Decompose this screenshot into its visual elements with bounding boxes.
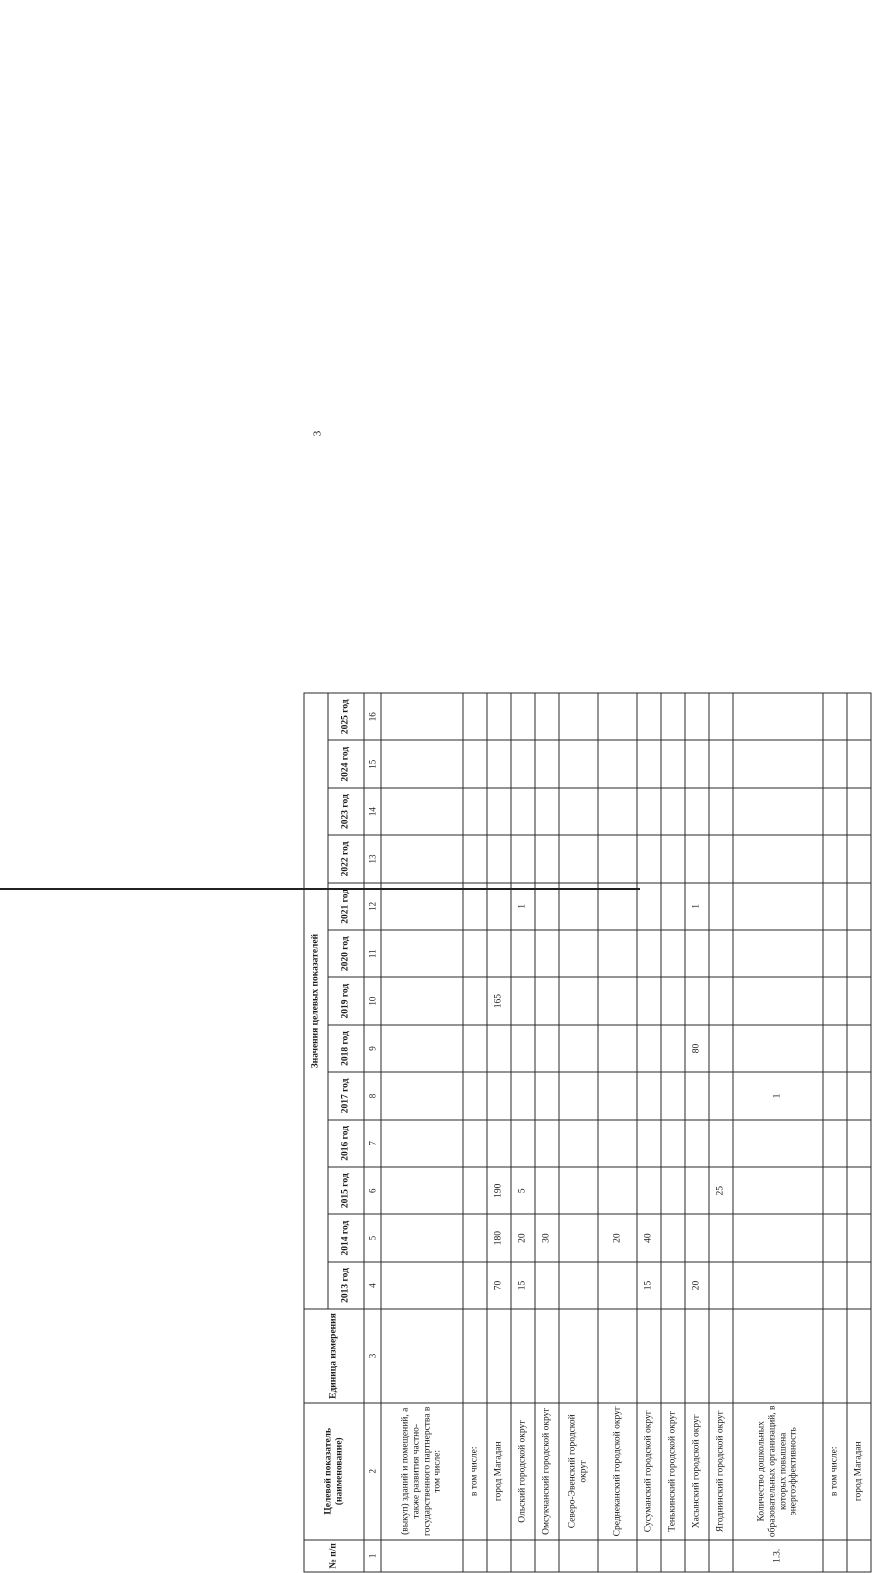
value-cell xyxy=(463,1120,487,1167)
value-cell xyxy=(381,1072,463,1119)
value-cell xyxy=(637,1025,661,1072)
value-cell xyxy=(847,741,871,788)
row-number-cell xyxy=(381,1540,463,1572)
unit-cell xyxy=(598,1309,637,1403)
value-cell xyxy=(709,1262,733,1309)
unit-cell xyxy=(733,1309,823,1403)
value-cell: 20 xyxy=(511,1214,535,1261)
column-number: 4 xyxy=(364,1262,381,1309)
value-cell xyxy=(733,741,823,788)
value-cell xyxy=(823,741,847,788)
unit-cell xyxy=(709,1309,733,1403)
indicator-name-cell: Количество дошкольных образовательных организаций, в которых повышена энергоэффективность xyxy=(733,1403,823,1540)
value-cell xyxy=(637,741,661,788)
indicator-name-cell: в том числе: xyxy=(463,1403,487,1540)
indicator-name-cell: Среднеканский городской округ xyxy=(598,1403,637,1540)
value-cell xyxy=(598,693,637,741)
value-cell xyxy=(823,977,847,1024)
value-cell xyxy=(709,741,733,788)
value-cell xyxy=(511,930,535,977)
value-cell xyxy=(559,1167,598,1214)
value-cell xyxy=(685,1072,709,1119)
value-cell xyxy=(463,741,487,788)
value-cell xyxy=(381,835,463,882)
year-header: 2017 год xyxy=(328,1072,364,1119)
value-cell xyxy=(559,1120,598,1167)
table-row xyxy=(598,693,637,1572)
value-cell xyxy=(511,1025,535,1072)
value-cell xyxy=(733,788,823,835)
value-cell xyxy=(381,1025,463,1072)
value-cell xyxy=(637,977,661,1024)
value-cell xyxy=(661,1214,685,1261)
indicator-name-cell: Тенькинский городской округ xyxy=(661,1403,685,1540)
page-number: 3 xyxy=(311,430,324,437)
value-cell xyxy=(511,741,535,788)
value-cell xyxy=(685,977,709,1024)
column-number: 9 xyxy=(364,1025,381,1072)
value-cell: 165 xyxy=(487,977,511,1024)
value-cell xyxy=(733,835,823,882)
table-row xyxy=(637,693,661,1572)
value-cell xyxy=(559,693,598,741)
value-cell xyxy=(598,1120,637,1167)
row-number-cell xyxy=(463,1540,487,1572)
value-cell xyxy=(685,741,709,788)
value-cell: 1 xyxy=(733,1072,823,1119)
unit-cell xyxy=(511,1309,535,1403)
value-cell xyxy=(661,977,685,1024)
year-header: 2020 год xyxy=(328,930,364,977)
value-cell xyxy=(709,1072,733,1119)
value-cell xyxy=(733,1167,823,1214)
value-cell xyxy=(381,977,463,1024)
value-cell xyxy=(823,835,847,882)
unit-cell xyxy=(381,1309,463,1403)
value-cell xyxy=(559,788,598,835)
value-cell xyxy=(661,693,685,741)
value-cell xyxy=(661,788,685,835)
value-cell xyxy=(598,1072,637,1119)
column-number: 8 xyxy=(364,1072,381,1119)
value-cell xyxy=(733,1262,823,1309)
value-cell: 190 xyxy=(487,1167,511,1214)
value-cell xyxy=(823,930,847,977)
value-cell xyxy=(535,1025,559,1072)
column-number: 13 xyxy=(364,835,381,882)
row-number-cell xyxy=(847,1540,871,1572)
table-row xyxy=(381,693,463,1572)
value-cell xyxy=(487,835,511,882)
value-cell xyxy=(847,1072,871,1119)
value-cell xyxy=(463,1214,487,1261)
value-cell xyxy=(487,788,511,835)
value-cell xyxy=(847,977,871,1024)
value-cell xyxy=(381,741,463,788)
year-header: 2014 год xyxy=(328,1214,364,1261)
value-cell xyxy=(511,1072,535,1119)
column-numbering-row xyxy=(364,693,381,1572)
value-cell xyxy=(709,1120,733,1167)
value-cell xyxy=(823,1262,847,1309)
unit-cell xyxy=(685,1309,709,1403)
column-number: 14 xyxy=(364,788,381,835)
value-cell xyxy=(559,741,598,788)
value-cell xyxy=(637,835,661,882)
value-cell xyxy=(381,1120,463,1167)
value-cell xyxy=(598,930,637,977)
value-cell xyxy=(661,835,685,882)
value-cell xyxy=(598,977,637,1024)
value-cell xyxy=(847,1120,871,1167)
indicator-name-cell: город Магадан xyxy=(487,1403,511,1540)
table-row xyxy=(463,693,487,1572)
value-cell: 40 xyxy=(637,1214,661,1261)
unit-cell xyxy=(535,1309,559,1403)
value-cell xyxy=(685,835,709,882)
value-cell: 30 xyxy=(535,1214,559,1261)
value-cell xyxy=(823,693,847,741)
value-cell xyxy=(823,1072,847,1119)
value-cell xyxy=(661,1025,685,1072)
value-cell: 70 xyxy=(487,1262,511,1309)
year-header: 2013 год xyxy=(328,1262,364,1309)
value-cell xyxy=(511,1120,535,1167)
indicator-name-cell: Ольский городской округ xyxy=(511,1403,535,1540)
value-cell xyxy=(487,693,511,741)
value-cell xyxy=(661,1262,685,1309)
value-cell xyxy=(637,883,661,930)
value-cell xyxy=(535,930,559,977)
table-body xyxy=(381,693,871,1572)
value-cell xyxy=(733,883,823,930)
value-cell xyxy=(823,1025,847,1072)
value-cell xyxy=(535,1120,559,1167)
value-cell: 80 xyxy=(685,1025,709,1072)
value-cell xyxy=(487,930,511,977)
value-cell xyxy=(535,788,559,835)
unit-cell xyxy=(847,1309,871,1403)
year-header: 2021 год xyxy=(328,883,364,930)
indicator-name-cell: Сусуманский городской округ xyxy=(637,1403,661,1540)
year-header: 2016 год xyxy=(328,1120,364,1167)
value-cell xyxy=(511,977,535,1024)
value-cell xyxy=(381,693,463,741)
value-cell xyxy=(847,1262,871,1309)
value-cell xyxy=(381,1214,463,1261)
value-cell xyxy=(661,1072,685,1119)
indicator-name-cell: Хасынский городской округ xyxy=(685,1403,709,1540)
value-cell xyxy=(733,1214,823,1261)
column-number: 5 xyxy=(364,1214,381,1261)
value-cell xyxy=(709,835,733,882)
value-cell xyxy=(637,930,661,977)
column-number: 16 xyxy=(364,693,381,741)
value-cell: 25 xyxy=(709,1167,733,1214)
value-cell xyxy=(381,930,463,977)
value-cell xyxy=(823,1214,847,1261)
value-cell xyxy=(559,1072,598,1119)
value-cell xyxy=(598,835,637,882)
value-cell: 20 xyxy=(598,1214,637,1261)
value-cell xyxy=(685,693,709,741)
table-row xyxy=(487,693,511,1572)
value-cell xyxy=(823,788,847,835)
header-num: № п/п xyxy=(304,1540,364,1572)
value-cell xyxy=(637,693,661,741)
row-number-cell xyxy=(637,1540,661,1572)
value-cell xyxy=(598,1025,637,1072)
row-number-cell xyxy=(487,1540,511,1572)
value-cell xyxy=(598,1262,637,1309)
value-cell xyxy=(598,1167,637,1214)
value-cell xyxy=(381,1262,463,1309)
value-cell xyxy=(463,1025,487,1072)
value-cell xyxy=(685,1167,709,1214)
value-cell: 5 xyxy=(511,1167,535,1214)
value-cell xyxy=(535,741,559,788)
value-cell xyxy=(559,1262,598,1309)
value-cell xyxy=(463,1072,487,1119)
value-cell xyxy=(661,741,685,788)
value-cell xyxy=(559,930,598,977)
column-number: 6 xyxy=(364,1167,381,1214)
value-cell xyxy=(637,788,661,835)
column-number: 15 xyxy=(364,741,381,788)
row-number-cell xyxy=(559,1540,598,1572)
value-cell xyxy=(709,1025,733,1072)
row-number-cell xyxy=(535,1540,559,1572)
value-cell xyxy=(847,788,871,835)
value-cell xyxy=(709,693,733,741)
header-values-group: Значения целевых показателей xyxy=(304,693,328,1309)
value-cell xyxy=(463,977,487,1024)
value-cell xyxy=(511,693,535,741)
value-cell xyxy=(733,1025,823,1072)
value-cell xyxy=(685,1120,709,1167)
value-cell xyxy=(559,835,598,882)
row-number-cell xyxy=(511,1540,535,1572)
value-cell xyxy=(535,977,559,1024)
row-number-cell: 1.3. xyxy=(733,1540,823,1572)
indicator-name-cell: Омсукчанский городской округ xyxy=(535,1403,559,1540)
column-number: 2 xyxy=(364,1403,381,1540)
unit-cell xyxy=(487,1309,511,1403)
value-cell xyxy=(487,1120,511,1167)
unit-cell xyxy=(823,1309,847,1403)
value-cell xyxy=(381,788,463,835)
unit-cell xyxy=(463,1309,487,1403)
year-header: 2025 год xyxy=(328,693,364,741)
value-cell xyxy=(847,693,871,741)
value-cell xyxy=(733,930,823,977)
value-cell xyxy=(709,977,733,1024)
unit-cell xyxy=(661,1309,685,1403)
table-row xyxy=(685,693,709,1572)
column-number: 7 xyxy=(364,1120,381,1167)
value-cell xyxy=(559,977,598,1024)
row-number-cell xyxy=(709,1540,733,1572)
value-cell xyxy=(709,883,733,930)
value-cell xyxy=(847,1214,871,1261)
value-cell xyxy=(847,883,871,930)
indicator-name-cell: (выкуп) зданий и помещений, а также развития частно-государственного партнерства в том числе: xyxy=(381,1403,463,1540)
value-cell xyxy=(535,835,559,882)
value-cell xyxy=(847,1025,871,1072)
value-cell xyxy=(559,1214,598,1261)
table-row xyxy=(823,693,847,1572)
value-cell: 180 xyxy=(487,1214,511,1261)
value-cell xyxy=(598,788,637,835)
value-cell xyxy=(709,1214,733,1261)
column-number: 10 xyxy=(364,977,381,1024)
value-cell xyxy=(661,930,685,977)
value-cell: 1 xyxy=(685,883,709,930)
value-cell xyxy=(535,693,559,741)
value-cell xyxy=(381,1167,463,1214)
indicator-name-cell: в том числе: xyxy=(823,1403,847,1540)
unit-cell xyxy=(559,1309,598,1403)
rotated-table-wrapper xyxy=(304,693,864,1573)
table-row xyxy=(559,693,598,1572)
unit-cell xyxy=(637,1309,661,1403)
value-cell xyxy=(709,788,733,835)
footer-rule xyxy=(0,888,640,890)
indicator-name-cell: город Магадан xyxy=(847,1403,871,1540)
year-header: 2015 год xyxy=(328,1167,364,1214)
column-number: 3 xyxy=(364,1309,381,1403)
value-cell: 15 xyxy=(637,1262,661,1309)
value-cell xyxy=(637,1167,661,1214)
table-row xyxy=(511,693,535,1572)
value-cell xyxy=(661,883,685,930)
value-cell xyxy=(847,930,871,977)
value-cell xyxy=(733,1120,823,1167)
column-number: 12 xyxy=(364,883,381,930)
value-cell xyxy=(463,1167,487,1214)
year-header: 2019 год xyxy=(328,977,364,1024)
value-cell xyxy=(559,1025,598,1072)
value-cell xyxy=(637,1072,661,1119)
year-header: 2022 год xyxy=(328,835,364,882)
value-cell xyxy=(511,788,535,835)
value-cell xyxy=(535,1072,559,1119)
value-cell xyxy=(685,930,709,977)
value-cell xyxy=(487,1025,511,1072)
indicator-name-cell: Северо-Эвенский городской округ xyxy=(559,1403,598,1540)
value-cell xyxy=(685,788,709,835)
value-cell xyxy=(487,741,511,788)
year-header: 2024 год xyxy=(328,741,364,788)
table-row xyxy=(535,693,559,1572)
row-number-cell xyxy=(598,1540,637,1572)
value-cell xyxy=(598,741,637,788)
value-cell xyxy=(463,693,487,741)
value-cell xyxy=(709,930,733,977)
indicator-name-cell: Ягоднинский городской округ xyxy=(709,1403,733,1540)
value-cell xyxy=(823,1120,847,1167)
value-cell xyxy=(463,1262,487,1309)
value-cell xyxy=(661,1167,685,1214)
value-cell: 15 xyxy=(511,1262,535,1309)
row-number-cell xyxy=(685,1540,709,1572)
row-number-cell xyxy=(661,1540,685,1572)
value-cell xyxy=(463,930,487,977)
table-row xyxy=(847,693,871,1572)
target-indicators-table xyxy=(304,693,872,1573)
value-cell xyxy=(535,1167,559,1214)
header-unit: Единица измерения xyxy=(304,1309,364,1403)
table-row xyxy=(661,693,685,1572)
row-number-cell xyxy=(823,1540,847,1572)
value-cell: 20 xyxy=(685,1262,709,1309)
value-cell xyxy=(535,1262,559,1309)
table-row xyxy=(733,693,823,1572)
column-number: 11 xyxy=(364,930,381,977)
value-cell xyxy=(661,1120,685,1167)
value-cell xyxy=(487,1072,511,1119)
value-cell xyxy=(823,1167,847,1214)
year-header: 2018 год xyxy=(328,1025,364,1072)
value-cell xyxy=(847,835,871,882)
header-name: Целевой показатель (наименование) xyxy=(304,1403,364,1540)
year-header: 2023 год xyxy=(328,788,364,835)
value-cell xyxy=(463,835,487,882)
value-cell: 1 xyxy=(511,883,535,930)
value-cell xyxy=(463,788,487,835)
value-cell xyxy=(847,1167,871,1214)
value-cell xyxy=(733,977,823,1024)
value-cell xyxy=(637,1120,661,1167)
value-cell xyxy=(823,883,847,930)
value-cell xyxy=(733,693,823,741)
value-cell xyxy=(685,1214,709,1261)
value-cell xyxy=(511,835,535,882)
column-number: 1 xyxy=(364,1540,381,1572)
table-row xyxy=(709,693,733,1572)
